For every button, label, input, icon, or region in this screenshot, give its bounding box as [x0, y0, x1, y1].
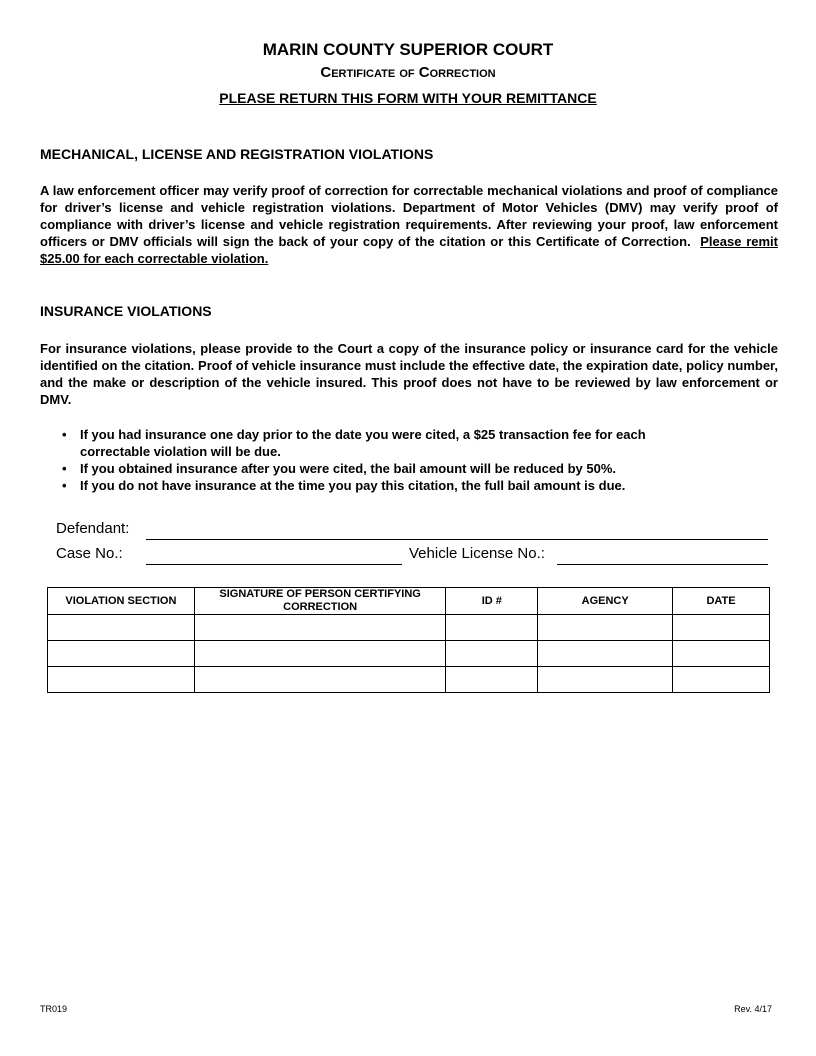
date-cell[interactable] [673, 641, 770, 667]
mechanical-body: A law enforcement officer may verify proof of correction for correctable mechanical violations and proof of compliance for driver’s license and vehicle registration violations. Department of Motor Vehicles (DMV) may verify proof of compliance with driver’s license and vehicle registration requirements. After reviewing your proof, law enforcement officers or DMV officials will sign the back of your copy of the citation or this Certificate of Correction. [40, 183, 778, 249]
violation-section-cell[interactable] [48, 641, 195, 667]
agency-cell[interactable] [538, 641, 673, 667]
insurance-paragraph: For insurance violations, please provide to the Court a copy of the insurance policy or insurance card for the vehicle identified on the citation. Proof of vehicle insurance must include the effective date, the expiration date, policy number, and the make or description of the vehicle insured. This proof does not have to be reviewed by law enforcement or DMV. [40, 341, 778, 407]
mechanical-paragraph [40, 182, 778, 267]
column-header-violation-section: VIOLATION SECTION [48, 588, 195, 615]
column-header-id: ID # [446, 588, 538, 615]
certification-table [47, 587, 770, 693]
agency-cell[interactable] [538, 667, 673, 693]
insurance-bullet-list [62, 426, 762, 494]
table-header-row [48, 588, 770, 615]
violation-section-cell[interactable] [48, 667, 195, 693]
bullet-text: If you obtained insurance after you were cited, the bail amount will be reduced by 50%. [80, 461, 617, 476]
id-cell[interactable] [446, 641, 538, 667]
date-cell[interactable] [673, 615, 770, 641]
violation-section-cell[interactable] [48, 615, 195, 641]
case-number-field[interactable] [146, 564, 402, 565]
defendant-field[interactable] [146, 539, 768, 540]
court-title: MARIN COUNTY SUPERIOR COURT [262, 40, 554, 59]
vehicle-license-field[interactable] [557, 564, 768, 565]
list-item [62, 477, 762, 494]
list-item [62, 426, 762, 460]
form-id: TR019 [40, 1004, 68, 1014]
revision-date: Rev. 4/17 [734, 1004, 772, 1014]
insurance-heading: INSURANCE VIOLATIONS [40, 303, 212, 319]
remit-note: Please remit $25.00 for each correctable violation. [40, 234, 778, 266]
signature-cell[interactable] [194, 615, 446, 641]
case-number-label: Case No.: [56, 545, 123, 562]
certificate-title: Certificate of Correction [320, 64, 496, 81]
table-row [48, 667, 770, 693]
agency-cell[interactable] [538, 615, 673, 641]
column-header-signature: SIGNATURE OF PERSON CERTIFYING CORRECTION [194, 588, 446, 615]
defendant-label: Defendant: [56, 520, 130, 537]
bullet-icon: • [62, 427, 67, 442]
bullet-icon: • [62, 478, 67, 493]
id-cell[interactable] [446, 615, 538, 641]
column-header-agency: AGENCY [538, 588, 673, 615]
bullet-text: If you had insurance one day prior to the date you were cited, a $25 transaction fee for each correctable violation will be due. [80, 427, 646, 459]
column-header-date: DATE [673, 588, 770, 615]
vehicle-license-label: Vehicle License No.: [409, 545, 545, 562]
remittance-notice: PLEASE RETURN THIS FORM WITH YOUR REMITTANCE [219, 90, 597, 106]
mechanical-heading: MECHANICAL, LICENSE AND REGISTRATION VIOLATIONS [40, 146, 434, 162]
bullet-text: If you do not have insurance at the time you pay this citation, the full bail amount is due. [80, 478, 626, 493]
list-item [62, 460, 762, 477]
signature-cell[interactable] [194, 667, 446, 693]
id-cell[interactable] [446, 667, 538, 693]
table-row [48, 641, 770, 667]
signature-cell[interactable] [194, 641, 446, 667]
bullet-icon: • [62, 461, 67, 476]
table-row [48, 615, 770, 641]
date-cell[interactable] [673, 667, 770, 693]
